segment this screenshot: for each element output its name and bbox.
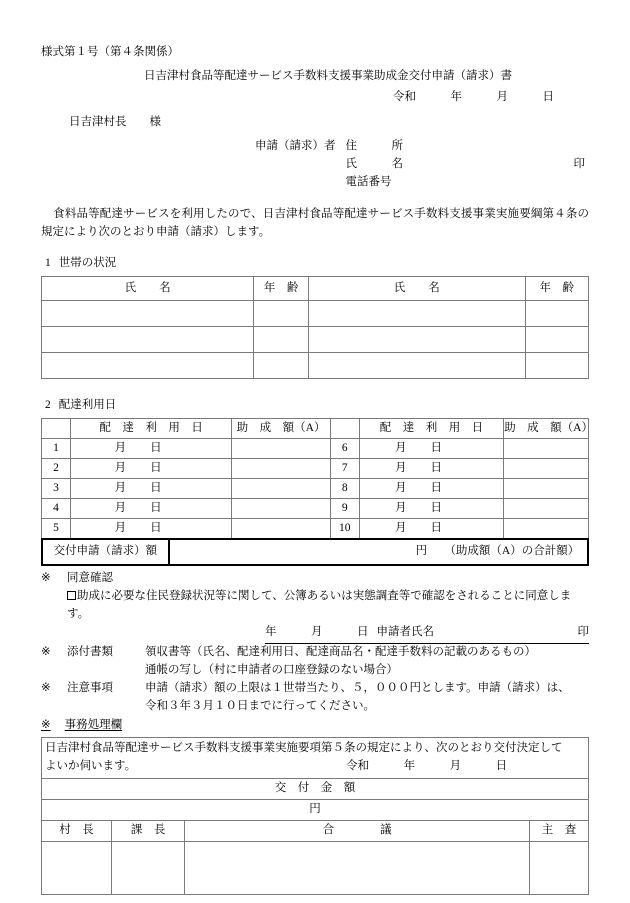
day-label: 日: [430, 521, 442, 534]
delivery-index-left: 2: [42, 458, 71, 478]
note-row: [41, 680, 589, 698]
household-header-name-1: 氏 名: [42, 277, 254, 301]
section2-heading: [41, 397, 589, 415]
household-header-name-2: 氏 名: [308, 277, 525, 301]
table-row: [42, 738, 589, 779]
note-body-line: 令和３年３月１０日までに行ってください。: [145, 699, 375, 712]
applicant-name-label: 氏 名: [345, 158, 403, 171]
applicant-address-label: 住 所: [345, 140, 403, 153]
day-label: 日: [430, 501, 442, 514]
note-body-line: 通帳の写し（村に申請者の口座登録のない場合）: [145, 664, 398, 676]
office-amount-label: 交 付 金 額: [42, 778, 589, 799]
month-label: 月: [114, 461, 127, 474]
delivery-date-left[interactable]: [70, 458, 231, 478]
delivery-date-left[interactable]: [70, 478, 231, 498]
office-signature-consultation[interactable]: [185, 841, 530, 894]
month-label: 月: [394, 461, 407, 474]
table-row: [42, 799, 589, 820]
table-row: [42, 778, 589, 799]
delivery-index-left: 1: [42, 438, 71, 458]
table-row: [42, 539, 588, 565]
total-amount-table: [41, 538, 589, 566]
note-attachments: [41, 644, 589, 680]
addressee: 日吉津村長 様: [69, 116, 161, 129]
delivery-date-right[interactable]: [359, 458, 503, 478]
delivery-header-date-left: 配 達 利 用 日: [70, 418, 231, 438]
office-header-section-chief: 課 長: [112, 820, 185, 841]
section1-title: 世帯の状況: [58, 257, 117, 270]
office-intro-line1: 日吉津村食品等配達サービス手数料支援事業実施要項第５条の規定により、次のとおり交付決定して: [45, 742, 563, 755]
day-label: 日: [430, 461, 442, 474]
intro-paragraph: [41, 206, 589, 242]
household-cell-name-2[interactable]: [308, 301, 525, 327]
delivery-date-right[interactable]: [359, 498, 503, 518]
delivery-index-right: 9: [330, 498, 359, 518]
delivery-date-left[interactable]: [70, 438, 231, 458]
day-label: 日: [150, 441, 162, 454]
delivery-amount-right[interactable]: [504, 438, 589, 458]
consent-heading: [41, 570, 589, 588]
form-number: 様式第１号（第４条関係）: [41, 46, 179, 58]
delivery-header-date-right: 配 達 利 用 日: [359, 418, 503, 438]
delivery-amount-left[interactable]: [232, 438, 330, 458]
table-row: [42, 518, 589, 538]
delivery-date-left[interactable]: [70, 518, 231, 538]
delivery-index-right: 6: [330, 438, 359, 458]
office-mark: ※: [41, 719, 51, 732]
office-signature-section-chief[interactable]: [112, 841, 185, 894]
office-header-inspector: 主 査: [529, 820, 588, 841]
applicant-name-line: [255, 156, 589, 174]
consent-checkbox[interactable]: [67, 591, 76, 600]
delivery-index-left: 5: [42, 518, 71, 538]
delivery-date-right[interactable]: [359, 478, 503, 498]
day-label: 日: [430, 481, 442, 494]
household-cell-name-1[interactable]: [42, 353, 254, 379]
month-label: 月: [114, 441, 127, 454]
form-page: [41, 44, 593, 895]
office-intro-cell: [42, 738, 589, 779]
delivery-date-left[interactable]: [70, 498, 231, 518]
consent-heading-label: 同意確認: [67, 571, 113, 584]
table-header-row: [42, 820, 589, 841]
delivery-index-right: 7: [330, 458, 359, 478]
consent-signature-line: [41, 624, 589, 644]
table-row: [42, 841, 589, 894]
document-title: 日吉津村食品等配達サービス手数料支援事業助成金交付申請（請求）書: [144, 69, 512, 82]
table-row: [42, 458, 589, 478]
office-header-mayor: 村 長: [42, 820, 112, 841]
header-date-line: 令和 年 月 日: [393, 90, 554, 103]
applicant-lead-label: 申請（請求）者: [255, 140, 336, 153]
office-table: [41, 737, 589, 895]
delivery-header-amount-left: 助 成 額（A）: [232, 418, 330, 438]
month-label: 月: [394, 481, 407, 494]
household-cell-age-1[interactable]: [254, 327, 309, 353]
household-header-age-1: 年 齢: [254, 277, 309, 301]
table-row: [42, 353, 589, 379]
office-signature-inspector[interactable]: [529, 841, 588, 894]
table-row: [42, 438, 589, 458]
household-cell-age-2[interactable]: [525, 353, 588, 379]
day-label: 日: [430, 441, 442, 454]
office-yen-label[interactable]: 円: [42, 799, 589, 820]
section2-title: 配達利用日: [58, 399, 117, 412]
delivery-index-left: 3: [42, 478, 71, 498]
office-intro-line2: よいか伺います。: [45, 759, 137, 772]
office-heading: [41, 717, 589, 735]
household-table: [41, 276, 589, 379]
delivery-date-right[interactable]: [359, 518, 503, 538]
applicant-phone-label: 電話番号: [345, 175, 392, 188]
signature-date: 年 月 日: [265, 626, 369, 639]
delivery-table: [41, 418, 593, 539]
month-label: 月: [394, 501, 407, 514]
household-cell-age-2[interactable]: [525, 327, 588, 353]
section2-number: 2: [45, 399, 51, 412]
household-cell-age-1[interactable]: [254, 353, 309, 379]
day-label: 日: [150, 501, 162, 514]
note-body-line: 領収書等（氏名、配達利用日、配達商品名・配達手数料の記載のあるもの）: [145, 646, 536, 659]
note-cautions: [41, 680, 589, 716]
household-cell-name-1[interactable]: [42, 327, 254, 353]
table-row: [42, 327, 589, 353]
delivery-amount-right[interactable]: [504, 518, 589, 538]
intro-paragraph-text: 食料品等配達サービスを利用したので、日吉津村食品等配達サービス手数料支援事業実施要綱第４条の規定により次のとおり申請（請求）します。: [41, 207, 589, 238]
month-label: 月: [114, 481, 127, 494]
total-amount-cell[interactable]: [169, 539, 588, 565]
consent-statement-text: 助成に必要な住民登録状況等に関して、公簿あるいは実態調査等で確認をされることに同意します。: [67, 589, 572, 620]
delivery-amount-left[interactable]: [232, 518, 330, 538]
applicant-seal-label: 印: [573, 158, 585, 171]
month-label: 月: [394, 521, 407, 534]
delivery-header-amount-right: 助 成 額（A）: [504, 418, 589, 438]
day-label: 日: [150, 481, 162, 494]
consent-statement: [41, 588, 589, 624]
delivery-amount-left[interactable]: [232, 458, 330, 478]
delivery-header-index-right: [330, 418, 359, 438]
delivery-date-right[interactable]: [359, 438, 503, 458]
month-label: 月: [394, 441, 407, 454]
delivery-amount-right[interactable]: [504, 458, 589, 478]
applicant-phone-line: [255, 174, 589, 192]
total-amount-label: 交付申請（請求）額: [42, 539, 169, 565]
household-cell-age-1[interactable]: [254, 301, 309, 327]
household-header-age-2: 年 齢: [525, 277, 588, 301]
table-row: [42, 478, 589, 498]
note-body-line: 申請（請求）額の上限は１世帯当たり、５，０００円とします。申請（請求）は、: [145, 681, 570, 694]
delivery-index-right: 10: [330, 518, 359, 538]
note-row: [41, 644, 589, 662]
office-signature-mayor[interactable]: [42, 841, 112, 894]
consent-mark: ※: [41, 571, 51, 584]
note-mark: ※: [41, 681, 51, 694]
household-cell-age-2[interactable]: [525, 301, 588, 327]
delivery-index-left: 4: [42, 498, 71, 518]
total-amount-suffix: 円 （助成額（A）の合計額）: [415, 545, 580, 558]
signature-underline[interactable]: [265, 624, 589, 644]
month-label: 月: [114, 501, 127, 514]
household-cell-name-1[interactable]: [42, 301, 254, 327]
note-name: 添付書類: [67, 646, 113, 659]
delivery-header-index-left: [42, 418, 71, 438]
table-header-row: [42, 418, 589, 438]
office-header-consultation: 合 議: [185, 820, 530, 841]
delivery-amount-right[interactable]: [504, 498, 589, 518]
office-heading-label: 事務処理欄: [64, 719, 123, 732]
household-cell-name-2[interactable]: [308, 353, 525, 379]
signature-name-label: 申請者氏名: [376, 626, 434, 639]
table-row: [42, 498, 589, 518]
day-label: 日: [150, 461, 162, 474]
signature-seal-label: 印: [577, 626, 589, 639]
day-label: 日: [150, 521, 162, 534]
delivery-amount-left[interactable]: [232, 478, 330, 498]
applicant-block: [41, 138, 589, 191]
applicant-address-line: [255, 138, 589, 156]
delivery-amount-right[interactable]: [504, 478, 589, 498]
table-header-row: [42, 277, 589, 301]
table-row: [42, 301, 589, 327]
office-intro-date: 令和 年 月 日: [346, 759, 508, 772]
section1-heading: [41, 255, 589, 273]
delivery-index-right: 8: [330, 478, 359, 498]
note-name: 注意事項: [67, 681, 113, 694]
section1-number: 1: [45, 257, 51, 270]
month-label: 月: [114, 521, 127, 534]
household-cell-name-2[interactable]: [308, 327, 525, 353]
note-mark: ※: [41, 646, 51, 659]
delivery-amount-left[interactable]: [232, 498, 330, 518]
